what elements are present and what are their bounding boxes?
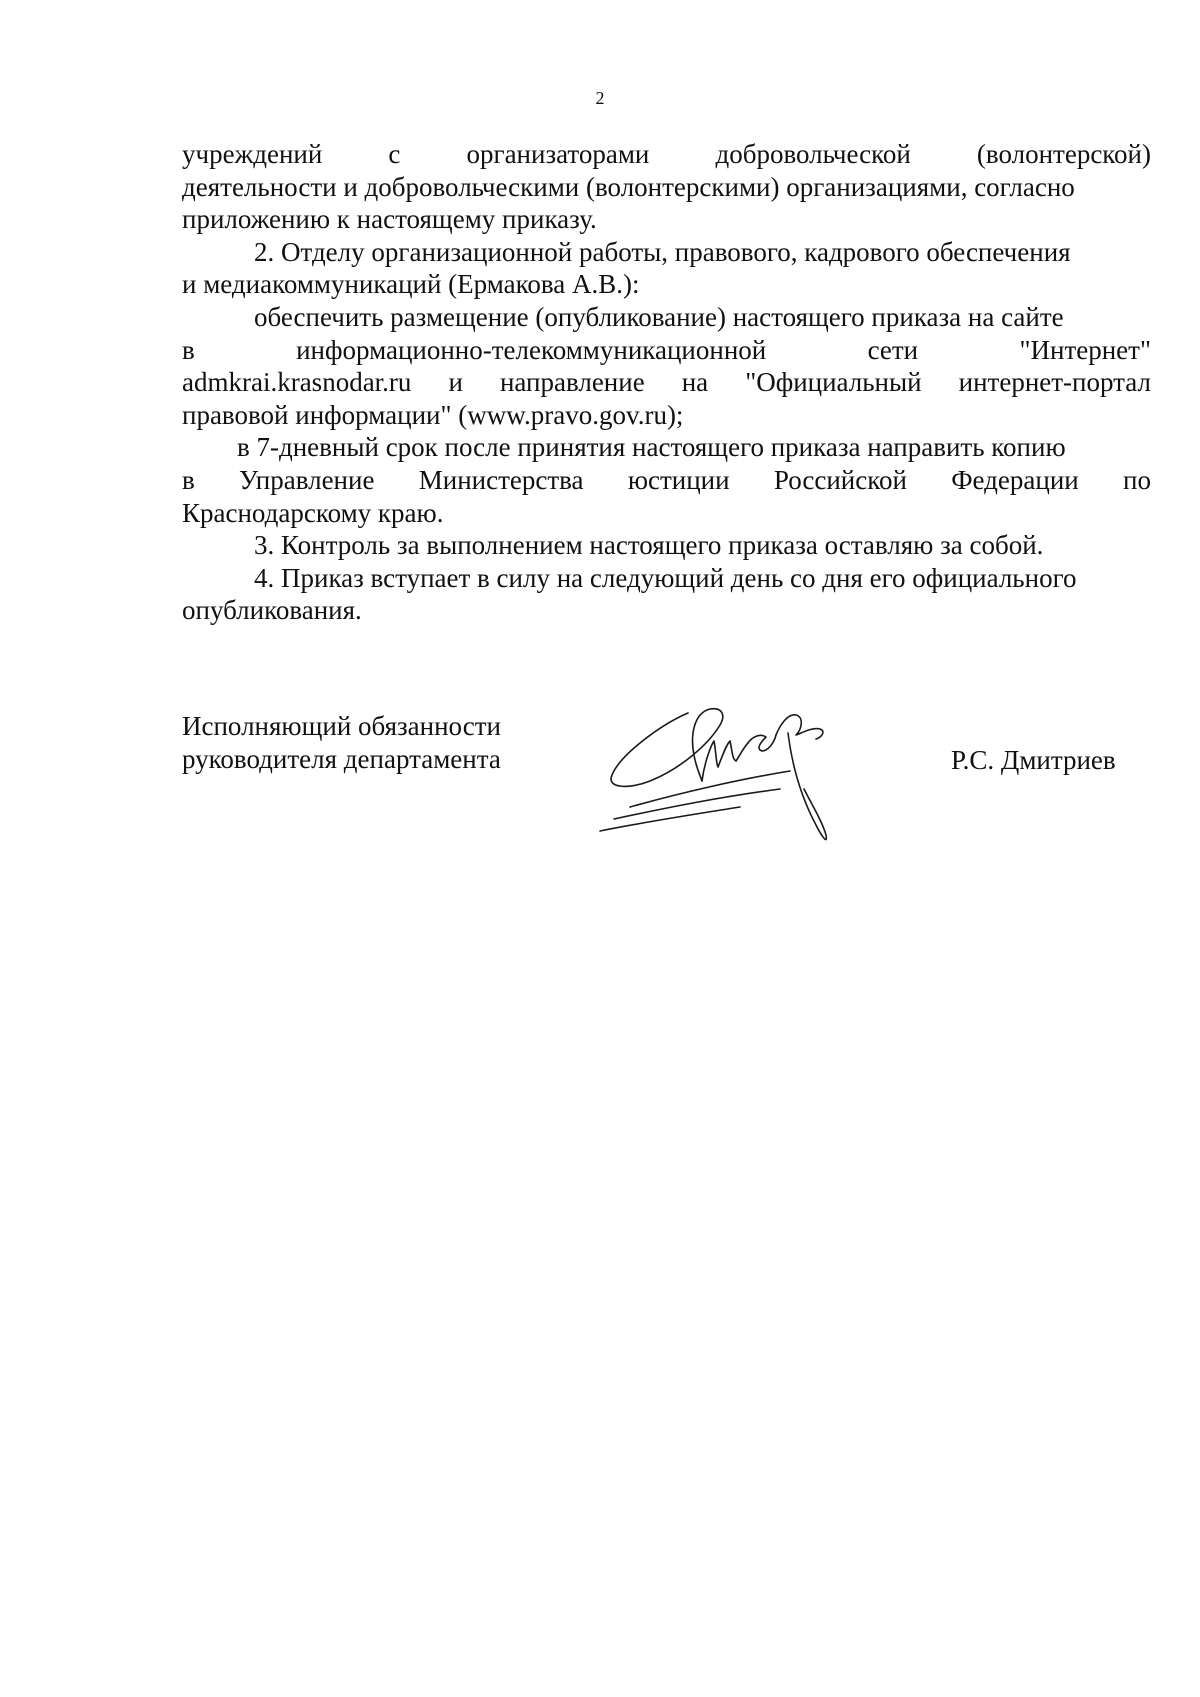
word: сети: [867, 334, 919, 365]
text-line: обеспечить размещение (опубликование) настоящего приказа на сайте: [254, 301, 1064, 332]
word: Министерства: [418, 464, 584, 495]
word: на: [681, 367, 709, 398]
word: admkrai.krasnodar.ru: [182, 367, 412, 398]
text-line: в 7-дневный срок после принятия настоящего приказа направить копию: [237, 432, 1066, 463]
text-line: 4. Приказ вступает в силу на следующий день со дня его официального: [254, 562, 1077, 593]
text-line: 2. Отделу организационной работы, правового, кадрового обеспечения: [254, 236, 1071, 267]
text-line: Краснодарскому краю.: [182, 497, 444, 528]
text-line: [182, 138, 1151, 171]
document-body: [182, 138, 1151, 627]
word: юстиции: [627, 464, 730, 495]
word: добровольческой: [715, 139, 911, 169]
text-line: [182, 334, 1151, 367]
word: Российской: [773, 464, 907, 495]
word: и: [448, 367, 463, 398]
text-line: опубликования.: [182, 595, 362, 626]
text-line: 3. Контроль за выполнением настоящего приказа оставляю за собой.: [254, 530, 1044, 561]
signatory-position: [182, 710, 501, 776]
text-line: деятельности и добровольческими (волонтерскими) организациями, согласно: [182, 171, 1075, 202]
word: Федерации: [951, 464, 1079, 495]
word: в: [182, 464, 195, 495]
word: интернет-портал: [958, 367, 1151, 398]
word: организаторами: [466, 139, 650, 169]
signatory-name: Р.С. Дмитриев: [951, 745, 1116, 775]
word: учреждений: [182, 139, 323, 169]
text-line: [182, 366, 1151, 399]
word: по: [1123, 464, 1151, 495]
text-line: и медиакоммуникаций (Ермакова А.В.):: [182, 269, 640, 300]
page-number: 2: [595, 88, 605, 108]
word: (волонтерской): [976, 139, 1151, 169]
word: с: [388, 139, 401, 169]
text-line: правовой информации" (www.pravo.gov.ru);: [182, 399, 684, 430]
word: в: [182, 334, 195, 365]
position-line: Исполняющий обязанности: [182, 711, 501, 741]
text-line: [182, 464, 1151, 497]
word: информационно-телекоммуникационной: [296, 334, 767, 365]
text-line: приложению к настоящему приказу.: [182, 204, 597, 235]
word: Управление: [239, 464, 375, 495]
handwritten-signature: [590, 685, 900, 855]
position-line: руководителя департамента: [182, 744, 501, 774]
word: направление: [499, 367, 645, 398]
word: "Интернет": [1019, 334, 1151, 365]
word: "Официальный: [745, 367, 922, 398]
